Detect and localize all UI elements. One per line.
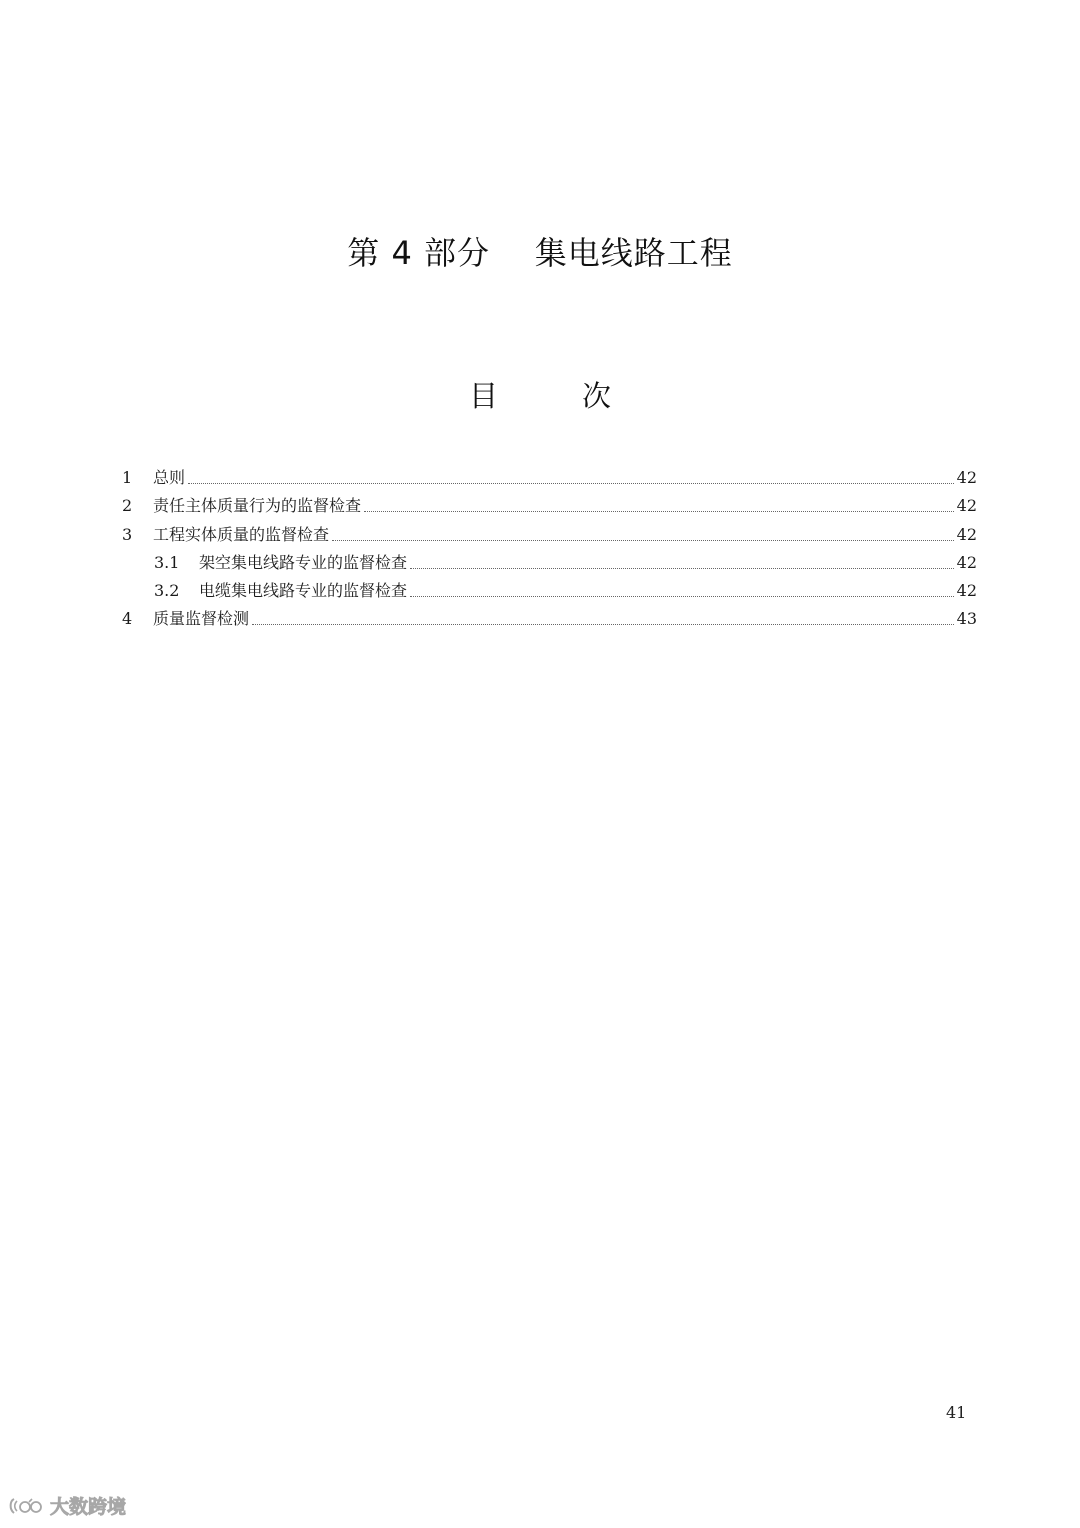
- toc-entry-label: 质量监督检测: [153, 609, 250, 629]
- toc-entry-page: 42: [956, 552, 977, 572]
- toc-dot-leader: [188, 482, 954, 484]
- toc-entry-page: 42: [956, 524, 977, 544]
- toc-entry-1[interactable]: [122, 464, 977, 492]
- toc-entry-number: 4: [122, 609, 133, 629]
- toc-entry-page: 43: [956, 609, 977, 629]
- toc-entry-label: 电缆集电线路专业的监督检查: [199, 580, 408, 600]
- toc-entry-number: 3: [122, 524, 133, 544]
- toc-dot-leader: [410, 595, 954, 597]
- toc-entry-number: 3.2: [154, 580, 180, 600]
- toc-dot-leader: [332, 539, 954, 541]
- toc-entry-number: 3.1: [154, 552, 180, 572]
- watermark-text: 大数跨境: [50, 1496, 127, 1518]
- toc-heading-char-2: 次: [582, 379, 612, 413]
- toc-entry-number: 2: [122, 496, 133, 516]
- table-of-contents: [122, 464, 977, 633]
- toc-dot-leader: [410, 567, 954, 569]
- toc-entry-3-2[interactable]: [122, 577, 977, 605]
- toc-entry-label: 工程实体质量的监督检查: [153, 524, 330, 544]
- toc-entry-page: 42: [956, 580, 977, 600]
- toc-entry-label: 架空集电线路专业的监督检查: [199, 552, 408, 572]
- part-title: 第 4 部分 集电线路工程: [347, 234, 733, 272]
- toc-entry-3-1[interactable]: [122, 549, 977, 577]
- toc-heading: [0, 374, 1080, 415]
- toc-entry-page: 42: [956, 468, 977, 488]
- watermark: [8, 1492, 126, 1519]
- toc-entry-2[interactable]: [122, 492, 977, 520]
- toc-entry-page: 42: [956, 496, 977, 516]
- toc-entry-3[interactable]: [122, 520, 977, 548]
- toc-entry-4[interactable]: [122, 605, 977, 633]
- toc-dot-leader: [364, 510, 954, 512]
- toc-dot-leader: [252, 623, 954, 625]
- toc-heading-char-1: 目: [468, 379, 498, 413]
- toc-entry-number: 1: [122, 468, 133, 488]
- page-number: 41: [946, 1403, 967, 1422]
- toc-entry-label: 责任主体质量行为的监督检查: [153, 496, 362, 516]
- toc-entry-label: 总则: [153, 468, 186, 488]
- brand-logo-icon: [8, 1495, 48, 1517]
